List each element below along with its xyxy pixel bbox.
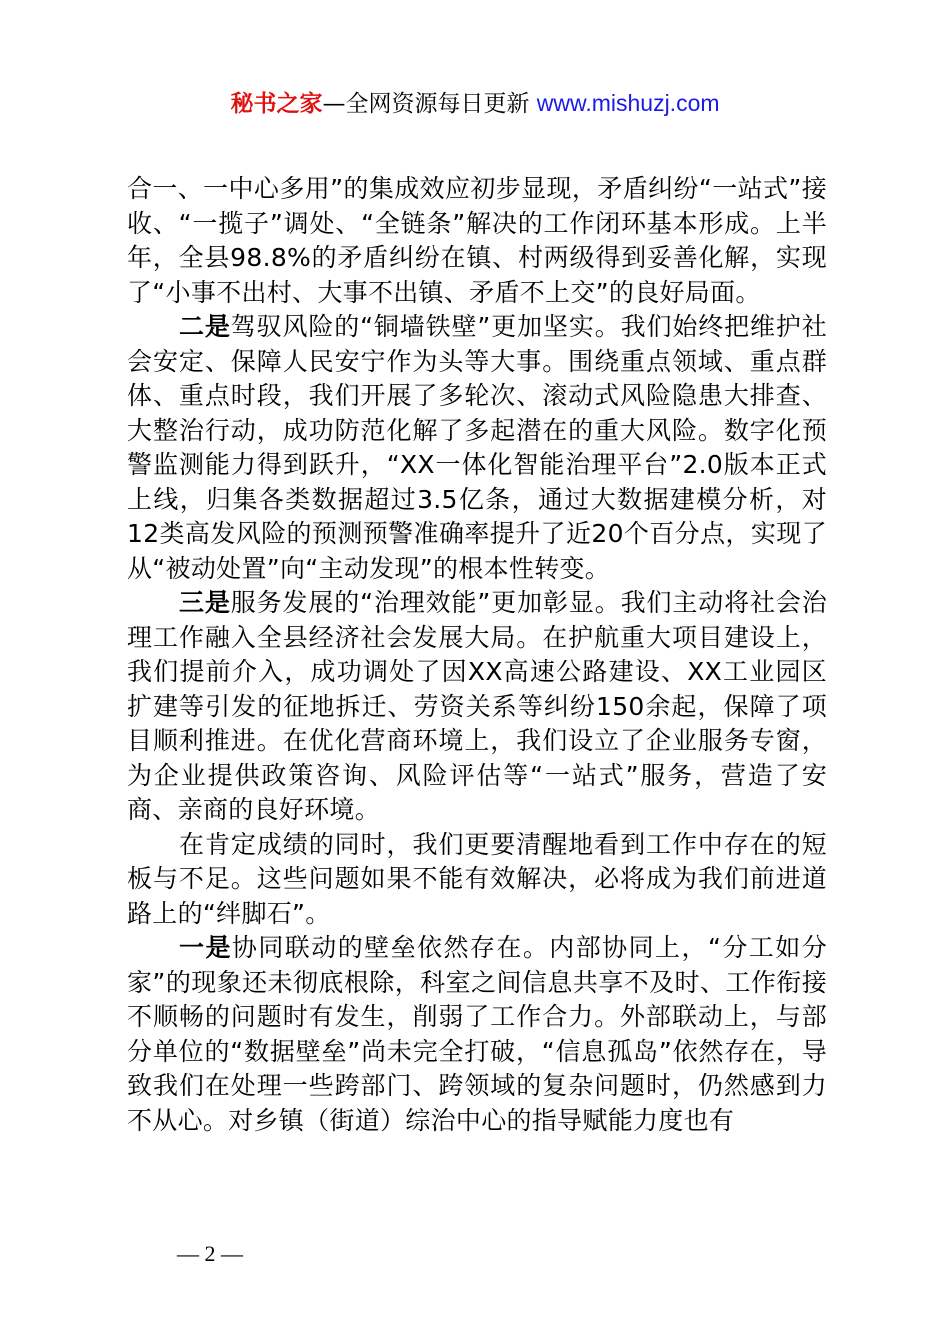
site-brand: 秘书之家 — [230, 91, 323, 117]
paragraph-5 — [127, 931, 827, 1138]
paragraph-3-text: 服务发展的“治理效能”更加彰显。我们主动将社会治理工作融入全县经济社会发展大局。在护航重大项目建设上，我们提前介入，成功调处了因XX高速公路建设、XX工业园区扩建等引发的征地拆迁、劳资关系等纠纷150余起，保障了项目顺利推进。在优化营商环境上，我们设立了企业服务专窗，为企业提供政策咨询、风险评估等“一站式”服务，营造了安商、亲商的良好环境。 — [127, 588, 827, 824]
paragraph-4: 在肯定成绩的同时，我们更要清醒地看到工作中存在的短板与不足。这些问题如果不能有效解决，必将成为我们前进道路上的“绊脚石”。 — [127, 829, 827, 928]
paragraph-5-lead: 一是 — [179, 933, 232, 962]
page-number: — 2 — — [177, 1241, 243, 1266]
page-header — [0, 86, 950, 121]
document-body — [127, 172, 827, 1138]
paragraph-5-text: 协同联动的壁垒依然存在。内部协同上，“分工如分家”的现象还未彻底根除，科室之间信息共享不及时、工作衔接不顺畅的问题时有发生，削弱了工作合力。外部联动上，与部分单位的“数据壁垒”尚未完全打破，“信息孤岛”依然存在，导致我们在处理一些跨部门、跨领域的复杂问题时，仍然感到力不从心。对乡镇（街道）综治中心的指导赋能力度也有 — [127, 933, 827, 1135]
site-url-link[interactable]: www.mishuzj.com — [536, 90, 720, 116]
paragraph-2 — [127, 310, 827, 586]
paragraph-3-lead: 三是 — [179, 588, 231, 617]
paragraph-2-lead: 二是 — [179, 312, 231, 341]
paragraph-3 — [127, 586, 827, 828]
paragraph-2-text: 驾驭风险的“铜墙铁壁”更加坚实。我们始终把维护社会安定、保障人民安宁作为头等大事。围绕重点领域、重点群体、重点时段，我们开展了多轮次、滚动式风险隐患大排查、大整治行动，成功防范化解了多起潜在的重大风险。数字化预警监测能力得到跃升，“XX一体化智能治理平台”2.0版本正式上线，归集各类数据超过3.5亿条，通过大数据建模分析，对12类高发风险的预测预警准确率提升了近20个百分点，实现了从“被动处置”向“主动发现”的根本性转变。 — [127, 312, 827, 583]
site-tagline: —全网资源每日更新 — [322, 91, 537, 117]
paragraph-1: 合一、一中心多用”的集成效应初步显现，矛盾纠纷“一站式”接收、“一揽子”调处、“全链条”解决的工作闭环基本形成。上半年，全县98.8%的矛盾纠纷在镇、村两级得到妥善化解，实现了“小事不出村、大事不出镇、矛盾不上交”的良好局面。 — [127, 174, 827, 307]
